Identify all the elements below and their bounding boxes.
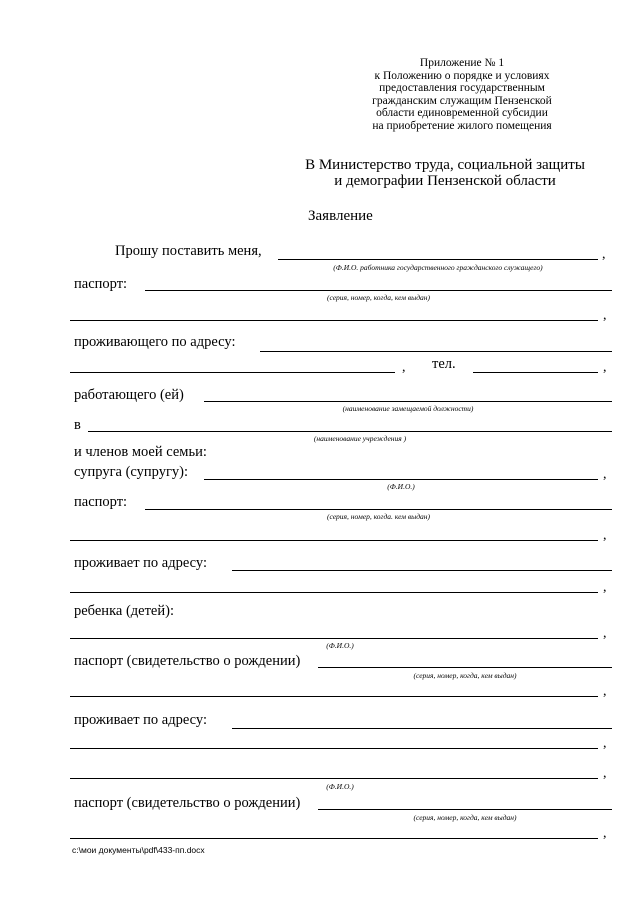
comma: , <box>603 684 607 699</box>
comma: , <box>603 826 607 841</box>
comma: , <box>603 308 607 323</box>
child-caption: (Ф.И.О.) <box>326 641 354 650</box>
birth-cert-label: паспорт (свидетельство о рождении) <box>74 653 301 669</box>
institution-field[interactable] <box>88 431 612 432</box>
fio-caption: (Ф.И.О. работника государственного гражданского служащего) <box>333 263 543 272</box>
lives2-address-field-continued[interactable] <box>70 748 598 749</box>
child-field[interactable] <box>70 638 598 639</box>
document-title: Заявление <box>308 208 373 224</box>
comma: , <box>603 580 607 595</box>
passport2-field[interactable] <box>145 509 612 510</box>
birth-cert2-caption: (серия, номер, когда, кем выдан) <box>413 813 517 822</box>
family-label: и членов моей семьи: <box>74 444 207 460</box>
request-label: Прошу поставить меня, <box>115 243 262 259</box>
birth-cert2-field-continued[interactable] <box>70 838 598 839</box>
passport-caption: (серия, номер, когда, кем выдан) <box>326 293 430 302</box>
lives2-label: проживает по адресу: <box>74 712 207 728</box>
appendix-block <box>332 57 592 133</box>
appendix-line: области единовременной субсидии <box>376 107 548 120</box>
passport-label: паспорт: <box>74 276 128 292</box>
residing-label: проживающего по адресу: <box>74 334 236 350</box>
phone-label: тел. <box>432 356 456 372</box>
birth-cert-caption: (серия, номер, когда, кем выдан) <box>413 671 517 680</box>
lives-label: проживает по адресу: <box>74 555 207 571</box>
addressee-line-1: В Министерство труда, социальной защиты <box>305 157 585 173</box>
residing-address-field[interactable] <box>260 351 612 352</box>
appendix-line: на приобретение жилого помещения <box>372 119 552 132</box>
position-field[interactable] <box>204 401 612 402</box>
addressee <box>300 157 590 189</box>
comma: , <box>603 766 607 781</box>
addressee-line-2: и демографии Пензенской области <box>334 173 556 189</box>
appendix-line: предоставления государственным <box>379 82 545 95</box>
fio-field[interactable] <box>278 259 598 260</box>
residing-address-field-continued[interactable] <box>70 372 395 373</box>
comma: , <box>603 360 607 375</box>
lives-address-field-continued[interactable] <box>70 592 598 593</box>
passport2-caption: (серия, номер, когда. кем выдан) <box>326 512 430 521</box>
spouse-label: супруга (супругу): <box>74 464 189 480</box>
comma: , <box>603 467 607 482</box>
file-path-footer: c:\мои документы\pdf\433-пп.docx <box>72 845 205 855</box>
spouse-caption: (Ф.И.О.) <box>387 482 415 491</box>
passport-field[interactable] <box>145 290 612 291</box>
phone-field[interactable] <box>473 372 598 373</box>
passport2-field-continued[interactable] <box>70 540 598 541</box>
birth-cert2-field[interactable] <box>318 809 612 810</box>
comma: , <box>602 247 606 262</box>
birth-cert-field[interactable] <box>318 667 612 668</box>
birth-cert2-label: паспорт (свидетельство о рождении) <box>74 795 301 811</box>
birth-cert-field-continued[interactable] <box>70 696 598 697</box>
appendix-line: Приложение № 1 <box>419 57 505 69</box>
spouse-field[interactable] <box>204 479 598 480</box>
in-label: в <box>74 417 81 433</box>
passport2-label: паспорт: <box>74 494 128 510</box>
passport-field-continued[interactable] <box>70 320 598 321</box>
position-caption: (наименование замещаемой должности) <box>342 404 474 413</box>
appendix-line: гражданским служащим Пензенской <box>372 94 552 107</box>
child2-caption: (Ф.И.О.) <box>326 782 354 791</box>
comma: , <box>603 736 607 751</box>
child2-field[interactable] <box>70 778 598 779</box>
appendix-line: к Положению о порядке и условиях <box>374 69 550 82</box>
working-label: работающего (ей) <box>74 387 184 403</box>
lives-address-field[interactable] <box>232 570 612 571</box>
children-label: ребенка (детей): <box>74 603 174 619</box>
comma: , <box>603 528 607 543</box>
comma: , <box>603 626 607 641</box>
comma: , <box>402 360 406 375</box>
institution-caption: (наименование учреждения ) <box>313 434 407 443</box>
lives2-address-field[interactable] <box>232 728 612 729</box>
